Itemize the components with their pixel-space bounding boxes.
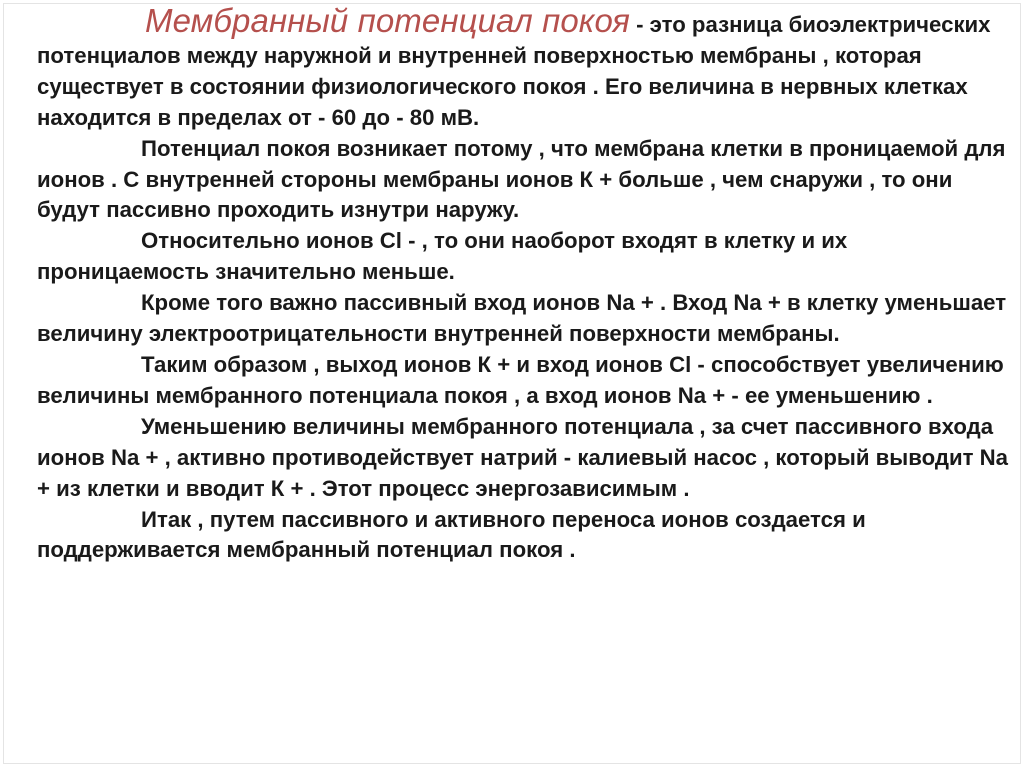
slide-title-term: Мембранный потенциал покоя bbox=[145, 2, 630, 39]
title-definition-start: - это разница bbox=[629, 12, 783, 37]
slide-text-body bbox=[37, 2, 1009, 566]
paragraph-origin: Потенциал покоя возникает потому , что мембрана клетки в проницаемой для ионов . С внутренней стороны мембраны ионов К + больше , чем снаружи , то они будут пассивно проходить изнутри наружу. bbox=[37, 135, 1006, 223]
paragraph-chloride: Относительно ионов Cl - , то они наоборот входят в клетку и их проницаемость значительно меньше. bbox=[37, 228, 848, 285]
paragraph-summary: Таким образом , выход ионов К + и вход ионов Cl - способствует увеличению величины мембранного потенциала покоя , а вход ионов Na + - ее уменьшению . bbox=[37, 351, 1004, 408]
definition-paragraph bbox=[37, 2, 1009, 134]
paragraph-pump: Уменьшению величины мембранного потенциала , за счет пассивного входа ионов Na + , активно противодействует натрий - калиевый насос , который выводит Na + из клетки и вводит К + . Этот процесс энергозависимым . bbox=[37, 413, 1008, 501]
paragraph-conclusion: Итак , путем пассивного и активного переноса ионов создается и поддерживается мембранный потенциал покоя . bbox=[37, 506, 866, 563]
paragraph-sodium: Кроме того важно пассивный вход ионов Na + . Вход Na + в клетку уменьшает величину электроотрицательности внутренней поверхности мембраны. bbox=[37, 290, 1007, 347]
definition-text: биоэлектрических потенциалов между наружной и внутренней поверхностью мембраны , которая существует в состоянии физиологического покоя . Его величина в нервных клетках находится в пределах от - 60 до - 80 мВ. bbox=[37, 12, 991, 130]
